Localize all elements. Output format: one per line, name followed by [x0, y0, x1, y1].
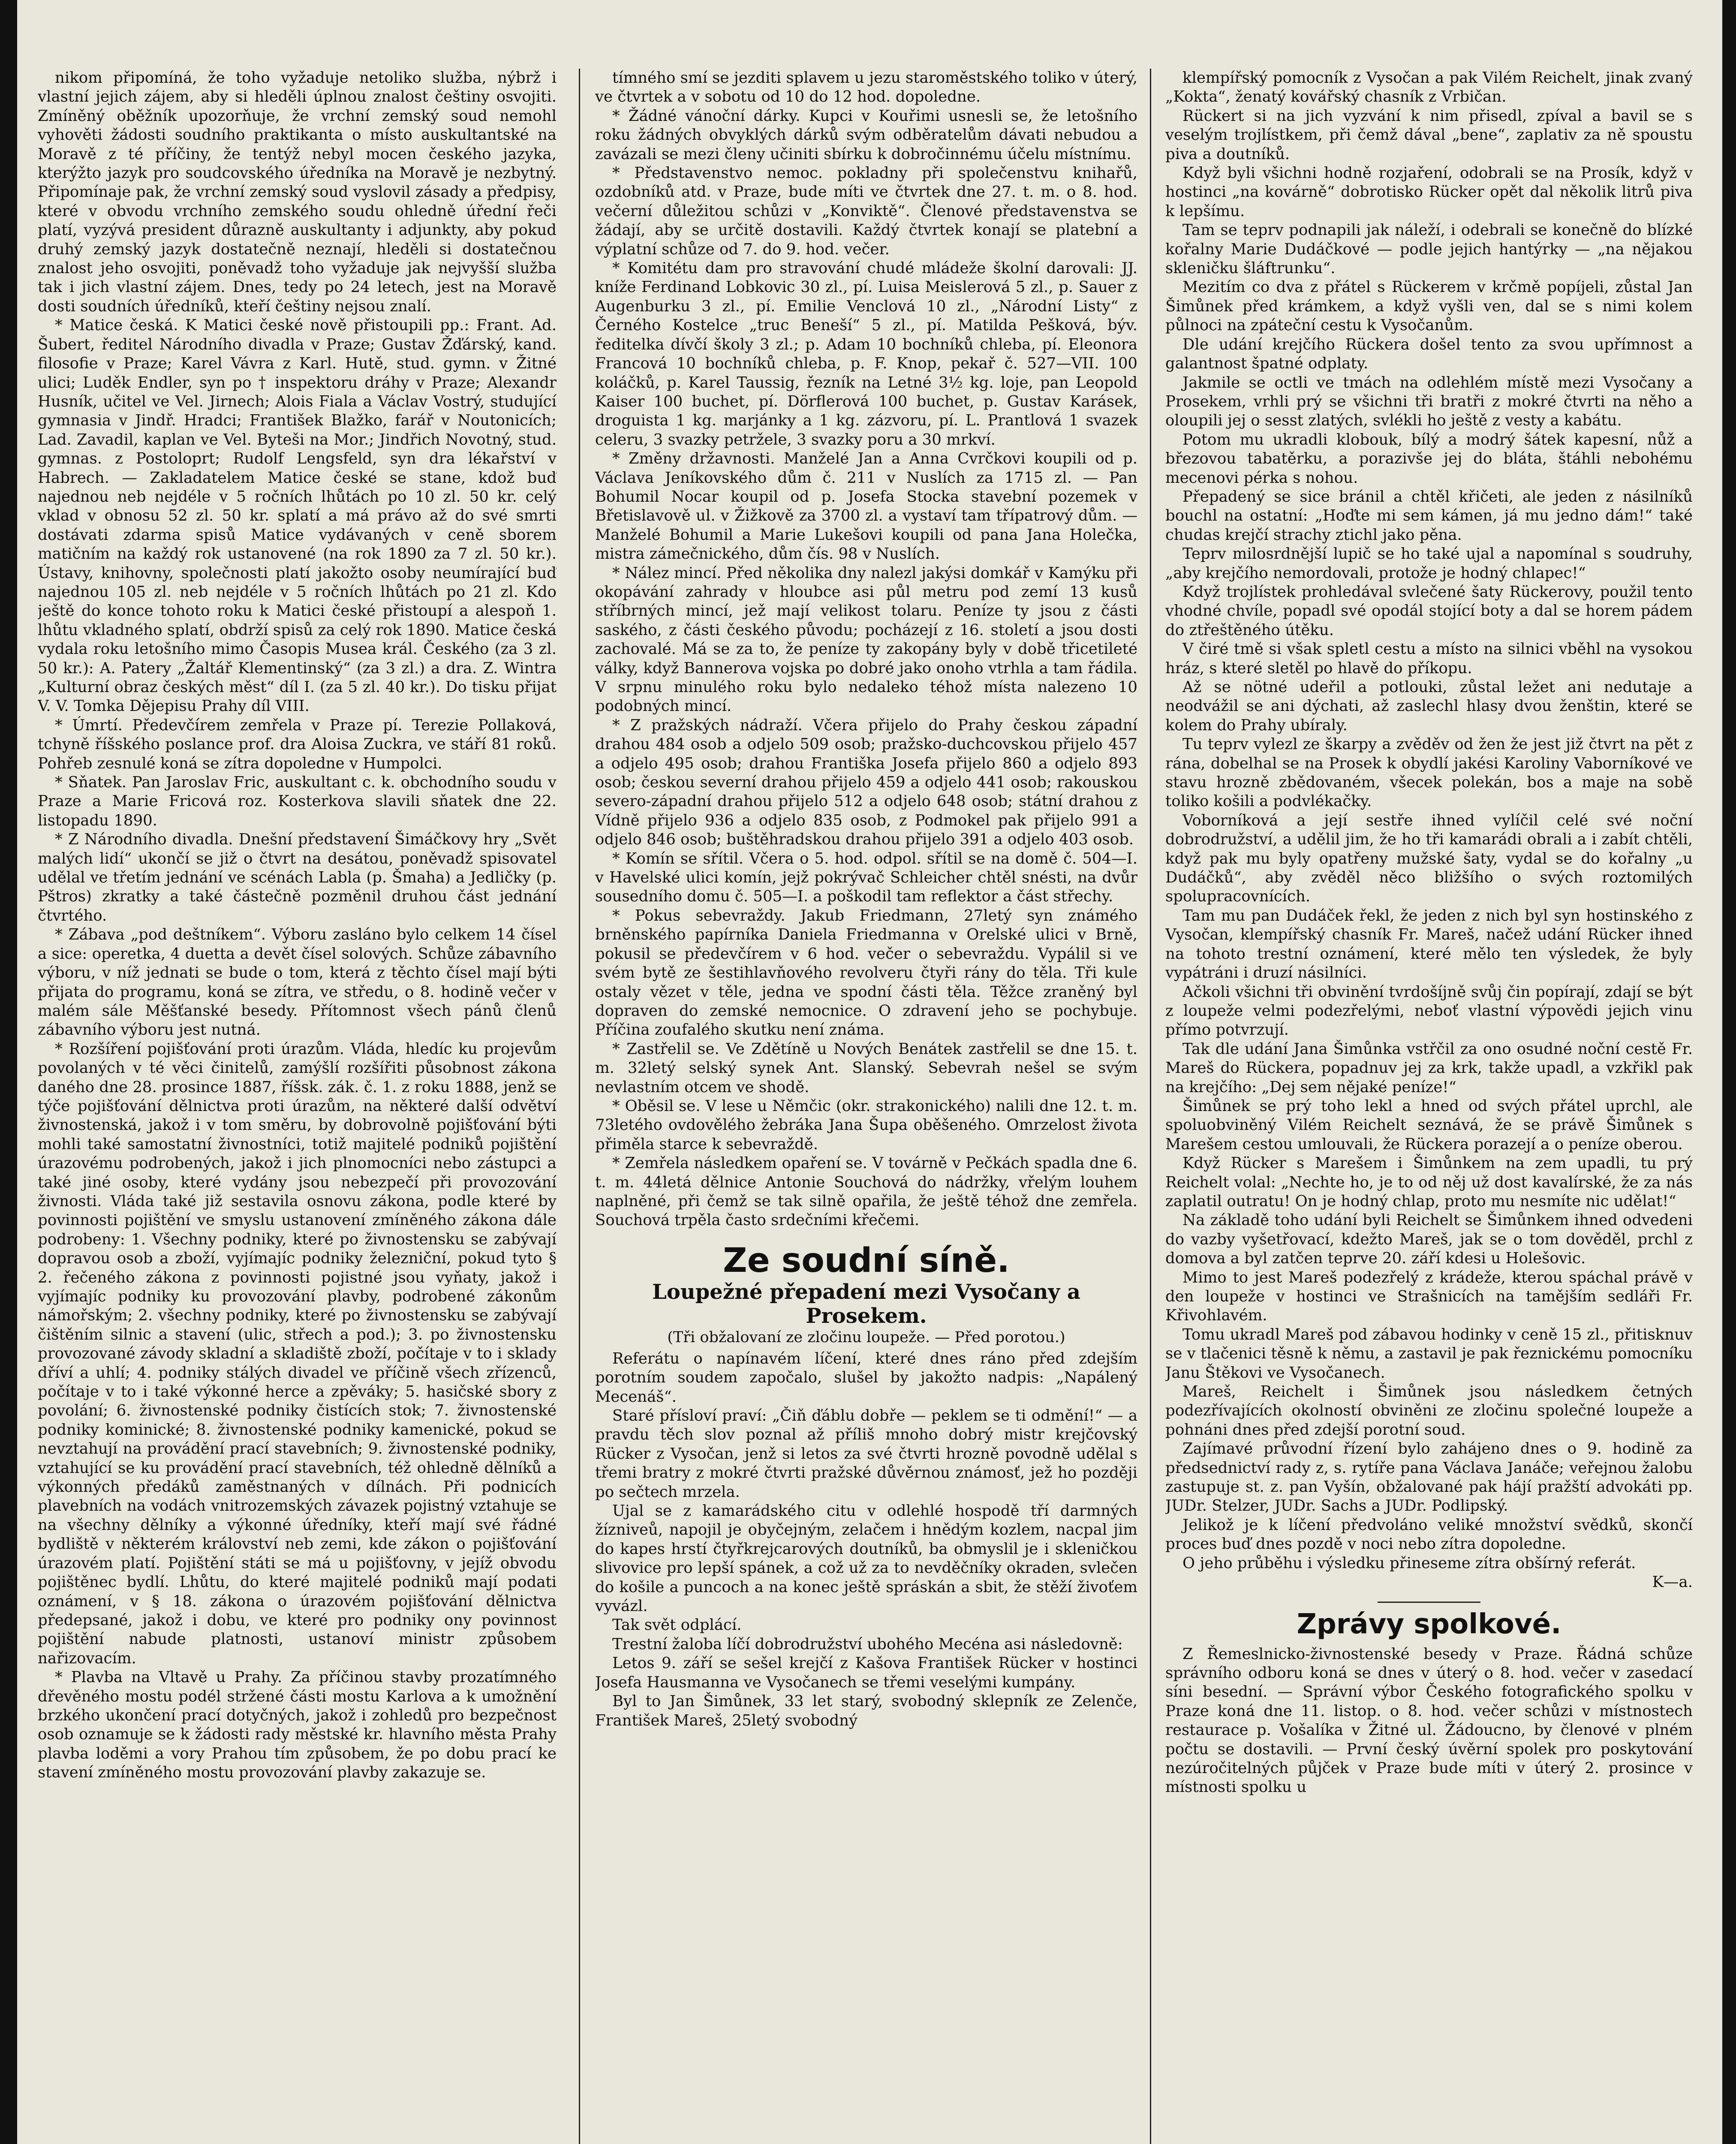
paragraph: Tam mu pan Dudáček řekl, že jeden z nich byl syn hostinského z Vysočan, klempířský chasník Fr. Mareš, načež udání Rücker ihned na tohoto trestní oznámení, které mělo ten výsledek, že byly vypátráni i druzí násilníci. — [1165, 906, 1693, 982]
paragraph: Voborníková a její sestře ihned vylíčil celé své noční dobrodružství, a udělil jim, že ho tři kamarádi obrali a i zabít chtěli, když pak mu byly opatřeny mužské šaty, vydal se do kořalny „u Dudáčků“, aby zvěděl něco bližšího o svých roztomilých spolupracovnících. — [1165, 811, 1693, 906]
paragraph: Staré přísloví praví: „Čiň ďáblu dobře — peklem se ti odmění!“ — a pravdu těch slov poznal až příliš mnoho dobrý mistr krejčovský Rücker z Vysočan, jenž si letos za své čtvrti hrozně povodně udělal s třemi bratry z mokré čtvrti pražské důvěrnou známosť, jež ho později po sečtech mrzela. — [595, 1407, 1137, 1501]
paragraph: * Rozšíření pojišťování proti úrazům. Vláda, hledíc ku projevům povolaných v té věci činitelů, zamýšlí rozšířiti působnost zákona daného dne 28. prosince 1887, říšsk. zák. č. 1. z roku 1888, jenž se týče pojišťování dělnictva proti úrazům, na některé další odvětví živnostenská, jakož i v tom směru, by dobrovolně pojišťování býti mohli také samostatní živnostníci, totiž majitelé podniků pojištění úrazovému podrobených, jakož i jich plnomocníci nebo zástupci a také jiné osoby, které vydány jsou nebezpečí při provozování živnosti. Vláda také již sestavila osnovu zákona, podle které by povinnosti pojištění ve smyslu ustanovení zmíněného zákona dále podrobeny: 1. Všechny podniky, které po živnostensku se zabývají dopravou osob a zboží, vyjímajíc podniky železniční, pokud tyto § 2. řečeného zákona z povinnosti pojistné jsou vyňaty, jakož i vyjímajíc podniky ku provozování plavby, podrobené zákonům námořským; 2. všechny podniky, které po živnostensku se zabývají čištěním silnic a stavení (ulic, střech a pod.); 3. po živnostensku provozované závody skladní a skladiště zboží, počítaje v to i sklady dříví a uhlí; 4. podniky stálých divadel ve příčině všech zřízenců, počítaje v to i také výkonné herce a zpěváky; 5. hasičské sbory z povolání; 6. živnostenské podniky čistících stok; 7. živnostenské podniky kominické; 8. živnostenské podniky kamenické, pokud se nevztahují na provádění prací stavebních; 9. živnostenské podniky, vztahující se ku provádění prací stavebních, též ohledně dělníků a výkonných předáků zaměstnaných v dílnách. Při podnicích plavebních na vodách vnitrozemských závazek pojistný vztahuje se na všechny dělníky a výkonné úředníky, kteří mají své řádné bydliště v některém království neb zemi, kde zákon o pojišťování úrazovém platí. Pojištění státi se má u pojišťovny, v jejíž obvodu pojištěnec bydlí. Lhůtu, do které majitelé podniků mají podati oznámení, v § 18. zákona o úrazovém pojišťování dělnictva předepsané, jakož i dobu, ve které pro podniky ony povinnost pojištění nabude platnosti, ustanoví ministr způsobem nařizovacím. — [38, 1040, 557, 1667]
paragraph: Mezitím co dva z přátel s Rückerem v krčmě popíjeli, zůstal Jan Šimůnek před krámkem, a když vyšli ven, dal se s nimi kolem půlnoci na zpáteční cestu k Vysočanům. — [1165, 278, 1693, 334]
paragraph: * Pokus sebevraždy. Jakub Friedmann, 27letý syn známého brněnského papírníka Daniela Friedmanna v Orelské ulici v Brně, pokusil se předevčírem v 6 hod. večer o sebevraždu. Vypálil si ve svém bytě ze šestihlavňového revolveru čtyři rány do těla. Tři kule ostaly vězet v těle, jedna ve spodní části těla. Těžce zraněný byl dopraven do zemské nemocnice. O zdravení jeho se pochybuje. Příčina zoufalého skutku není známa. — [595, 906, 1137, 1039]
paragraph: * Úmrtí. Předevčírem zemřela v Praze pí. Terezie Pollaková, tchyně říšského poslance prof. dra Aloisa Zuckra, ve stáří 81 roků. Pohřeb zesnulé koná se zítra dopoledne v Humpolci. — [38, 716, 557, 772]
paragraph: Když byli všichni hodně rozjaření, odobrali se na Prosík, když v hostinci „na kovárně“ dobrotisko Rücker opět dal několik litrů piva k lepšímu. — [1165, 164, 1693, 220]
paragraph: Z Řemeslnicko-živnostenské besedy v Praze. Řádná schůze správního odboru koná se dnes v úterý o 8. hod. večer v zasedací síni besední. — Správní výbor Českého fotografického spolku v Praze koná dne 11. listop. o 8. hod. večer schůzi v místnostech restaurace p. Vošalíka v Žitné ul. Žádoucno, by členové v plném počtu se dostavili. — První český úvěrní spolek pro poskytování nezúročitelných půjček v Praze bude míti v úterý 2. prosince v místnosti spolku u — [1165, 1645, 1693, 1796]
paragraph: Když Rücker s Marešem i Šimůnkem na zem upadli, tu prý Reichelt volal: „Nechte ho, je to od něj už dost kavalírské, že za nás zaplatil outratu! On je hodný chlap, proto mu nesmíte nic udělat!“ — [1165, 1154, 1693, 1210]
paragraph: * Oběsil se. V lese u Němčic (okr. strakonického) nalili dne 12. t. m. 73letého ovdovělého žebráka Jana Šupa oběšeného. Omrzelost života přiměla starce k sebevraždě. — [595, 1097, 1137, 1153]
paragraph: Zajímavé průvodní řízení bylo zahájeno dnes o 9. hodině za předsednictví rady z, s. rytíře pana Václava Janáče; veřejnou žalobu zastupuje st. z. pan Vyšín, obžalované pak hájí pražští advokáti pp. JUDr. Stelzer, JUDr. Sachs a JUDr. Podlipský. — [1165, 1440, 1693, 1515]
paragraph: * Zábava „pod deštníkem“. Výboru zasláno bylo celkem 14 čísel a sice: operetka, 4 duetta a devět čísel solových. Schůze zábavního výboru, v níž jednati se bude o tom, která z těchto čísel mají býti přijata do programu, koná se zítra, ve středu, o 8. hodině večer v malém sále Měšťanské besedy. Přítomnost všech pánů členů zábavního výboru jest nutná. — [38, 926, 557, 1039]
society-news-body — [1165, 1645, 1693, 1797]
court-section — [595, 1241, 1137, 1730]
court-section-title: Ze soudní síně. — [723, 1241, 1010, 1280]
scan-edge-left — [0, 0, 17, 2144]
paragraph: Letos 9. září se sešel krejčí z Kašova František Rücker v hostinci Josefa Hausmanna ve Vysočanech se třemi veselými kumpány. — [595, 1654, 1137, 1691]
paragraph: Mimo to jest Mareš podezřelý z krádeže, kterou spáchal právě v den loupeže v hostinci ve Strašnicích na tamějším sedláři Fr. Křivohlavém. — [1165, 1268, 1693, 1325]
column-rule — [579, 69, 580, 2144]
paragraph: * Zastřelil se. Ve Zdětíně u Nových Benátek zastřelil se dne 15. t. m. 32letý selský synek Ant. Slanský. Sebevrah nešel se svým nevlastním otcem ve shodě. — [595, 1040, 1137, 1096]
paragraph: Tak dle udání Jana Šimůnka vstřčil za ono osudné noční cestě Fr. Mareš do Rückera, popadnuv jej za krk, takže upadl, a vzkřikl pak na krejčího: „Dej sem nějaké peníze!“ — [1165, 1040, 1693, 1096]
newspaper-page — [38, 69, 1693, 2144]
paragraph: * Komín se sřítil. Včera o 5. hod. odpol. sřítil se na domě č. 504—I. v Havelské ulici komín, jejž pokrývač Schleicher chtěl snésti, na dvůr sousedního domu č. 505—I. a poškodil tam reflektor a část střechy. — [595, 849, 1137, 906]
paragraph: Rückert si na jich vyzvání k nim přisedl, zpíval a bavil se s veselým trojlístkem, při čemž dával „bene“, zaplativ za ně spoustu piva a doutníků. — [1165, 107, 1693, 163]
column-middle — [595, 69, 1137, 2144]
paragraph: Ačkoli všichni tři obvinění tvrdošíjně svůj čin popírají, zdají se být z loupeže velmi podezřelými, neboť vlastní výpovědi jejich vinu přímo potvrzují. — [1165, 983, 1693, 1039]
news-items — [595, 69, 1137, 1230]
paragraph: * Představenstvo nemoc. pokladny při společenstvu knihařů, ozdobníků atd. v Praze, bude míti ve čtvrtek dne 27. t. m. o 8. hod. večerní důležitou schůzi v „Konviktě“. Členové představenstva se žádají, aby se určitě dostavili. Každý čtvrtek konají se platební a výplatní schůze od 7. do 9. hod. večer. — [595, 164, 1137, 258]
paragraph: Dle udání krejčího Rückera došel tento za svou upřímnost a galantnost špatné odplaty. — [1165, 335, 1693, 373]
court-article-continuation — [1165, 69, 1693, 1573]
paragraph: Tu teprv vylezl ze škarpy a zvěděv od žen že jest již čtvrt na pět z rána, dobelhal se na Prosek k obydlí jakési Karoliny Vaborníkové ve stavu hrozně zbědovaném, všecek polekán, bos a maje na sobě toliko košili a podvlékačky. — [1165, 735, 1693, 810]
paragraph: Trestní žaloba líčí dobrodružství ubohého Mecéna asi následovně: — [612, 1635, 1123, 1653]
paragraph: Potom mu ukradli klobouk, bílý a modrý šátek kapesní, nůž a březovou tabatěrku, a porazivše jej do bláta, štáhli nebohému mecenovi pérka s nohou. — [1165, 431, 1693, 487]
paragraph: * Z pražských nádraží. Včera přijelo do Prahy českou západní drahou 484 osob a odjelo 509 osob; pražsko-duchcovskou přijelo 457 a odjelo 495 osob; drahou Františka Josefa přijelo 860 a odjelo 893 osob; českou severní drahou přijelo 459 a odjelo 441 osob; rakouskou severo-západní drahou přijelo 512 a odjelo 648 osob; státní drahou z Vídně přijelo 936 a odjelo 835 osob, z Podmokel pak přijelo 991 a odjelo 846 osob; buštěhradskou drahou přijelo 391 a odjelo 403 osob. — [595, 716, 1137, 849]
paragraph: Na základě toho udání byli Reichelt se Šimůnkem ihned odvedeni do vazby vyšetřovací, kdežto Mareš, jak se o tom dověděl, prchl z domova a byl zatčen teprve 20. září kdesi u Holešovic. — [1165, 1211, 1693, 1268]
column-right — [1165, 69, 1693, 2144]
paragraph: Když trojlístek prohledával svlečené šaty Rückerovy, použil tento vhodné chvíle, popadl své opodál stojící boty a dal se horem pádem do ztřeštěného útěku. — [1165, 583, 1693, 639]
paragraph: Jelikož je k líčení předvoláno veliké množství svědků, skončí proces buď dnes pozdě v noci nebo zítra dopoledne. — [1165, 1516, 1693, 1553]
paragraph: Teprv milosrdnější lupič se ho také ujal a napomínal s soudruhy, „aby krejčího nemordovali, protože je hodný chlapec!“ — [1165, 545, 1693, 582]
paragraph: * Plavba na Vltavě u Prahy. Za příčinou stavby prozatímného dřevěného mostu podél stržené části mostu Karlova a k umožnění brzkého ukončení prací dotyčných, jakož i zohledů pro bezpečnost osob oznamuje se k žádosti rady městské kr. hlavního města Prahy plavba loděmi a vory Prahou tím způsobem, že po dobu prací ke stavení zmíněného mostu provozování plavby zakazuje se. — [38, 1668, 557, 1782]
society-news-title: Zprávy spolkové. — [1297, 1608, 1561, 1640]
paragraph: * Sňatek. Pan Jaroslav Fric, auskultant c. k. obchodního soudu v Praze a Marie Fricová roz. Kosterkova slavili sňatek dne 22. listopadu 1890. — [38, 774, 557, 829]
paragraph: Tak svět odplácí. — [612, 1616, 742, 1634]
paragraph: O jeho průběhu i výsledku přineseme zítra obšírný referát. — [1182, 1554, 1636, 1572]
paragraph: nikom připomíná, že toho vyžaduje netoliko služba, nýbrž i vlastní jejich zájem, aby si hleděli úplnou znalost češtiny osvojiti. Zmíněný oběžník upozorňuje, že vrchní zemský soud nemohl vyhověti žádosti soudního praktikanta o místo auskultantské na Moravě z té příčiny, že tentýž nebyl mocen českého jazyka, kterýžto jazyk pro soudcovského úředníka na Moravě je nezbytný. Připomínaje pak, že vrchní zemský soud vyslovil zásady a předpisy, které v obvodu vrchního zemského soudu ohledně úřední řeči platí, vyzývá president důrazně auskultanty i adjunkty, aby pokud druhý zemský jazyk dostatečně neznají, hleděli si dostatečnou znalost jeho osvojiti, poněvadž toho vyžaduje jak nejvyšší služba tak i jich vlastní zájem. Dnes, tedy po 24 letech, jest na Moravě dosti soudních úředníků, kteří češtiny nejsou znalí. — [38, 69, 557, 315]
paragraph: Mareš, Reichelt i Šimůnek jsou následkem četných podezřívajících okolností obviněni ze zločinu společné loupeže a pohnáni dnes před zdejší porotní soud. — [1165, 1383, 1693, 1439]
paragraph: Referátu o napínavém líčení, které dnes ráno před zdejším porotním soudem započalo, slušel by jakožto nadpis: „Napálený Mecenáš“. — [595, 1349, 1137, 1406]
column-rule — [1150, 69, 1151, 2144]
paragraph: Byl to Jan Šimůnek, 33 let starý, svobodný sklepník ze Zelenče, František Mareš, 25letý svobodný — [595, 1692, 1137, 1729]
paragraph: * Komitétu dam pro stravování chudé mládeže školní darovali: JJ. kníže Ferdinand Lobkovic 30 zl., pí. Luisa Meislerová 5 zl., p. Sauer z Augenburku 3 zl., pí. Emilie Venclová 10 zl., „Národní Listy“ z Černého Kostelce „truc Beneší“ 5 zl., pí. Matilda Pešková, býv. ředitelka dívčí školy 3 zl.; p. Adam 10 bochníků chleba, pí. Eleonora Francová 10 bochníků chleba, p. F. Knop, pekař č. 527—VII. 100 koláčků, p. Karel Taussig, řezník na Letné 3½ kg. loje, pan Leopold Kaiser 100 buchet, pí. Dörflerová 100 buchet, p. Gustav Karásek, droguista 1 kg. marjánky a 1 kg. zázvoru, pí. L. Prantlová 1 svazek celeru, 3 svazky petržele, 3 svazky poru a 30 mrkví. — [595, 259, 1137, 449]
column-left — [38, 69, 557, 2144]
paragraph: * Nález mincí. Před několika dny nalezl jakýsi domkář v Kamýku při okopávání zahrady v hloubce asi půl metru pod zemí 13 kusů stříbrných mincí, jež mají velikost tolaru. Peníze ty jsou z části saského, z části českého původu; pocházejí z 16. století a jsou dosti zachovalé. Má se za to, že peníze ty zakopány byly v době třicetileté války, když Bannerova vojska po dobré jako onoho vtrhla a tam řádila. V srpnu minulého roku bylo nedaleko téhož místa nalezeno 10 podobných mincí. — [595, 564, 1137, 715]
court-article-body — [595, 1349, 1137, 1730]
paragraph: * Matice česká. K Matici české nově přistoupili pp.: Frant. Ad. Šubert, ředitel Národního divadla v Praze; Gustav Žďárský, kand. filosofie v Praze; Karel Vávra z Karl. Hutě, stud. gymn. v Žitné ulici; Luděk Endler, syn po † inspektoru dráhy v Praze; Alexandr Husník, učitel ve Vel. Jirnech; Alois Fiala a Václav Vostrý, studující gymnasia v Jindř. Hradci; František Blažko, farář v Noutonicích; Lad. Zavadil, kaplan ve Vel. Byteši na Mor.; Jindřich Novotný, stud. gymnas. z Postoloprt; Rudolf Lengsfeld, syn dra lékařství v Habrech. — Zakladatelem Matice české se stane, kdož buď najednou neb nejdéle v 5 ročních lhůtách po 10 zl. 50 kr. celý vklad v obnosu 52 zl. 50 kr. splatí a má právo až do své smrti dostávati zdarma spisů Matice vydávaných v ceně sborem matičním na každý rok ustanovené (na rok 1890 za 7 zl. 50 kr.). Ústavy, knihovny, společnosti platí jakožto osoby neumírající buď najednou 105 zl. neb nejdéle v 5 ročních lhůtách po 21 zl. Kdo ještě do konce tohoto roku k Matici české přistoupí a alespoň 1. lhůtu vkladného splatí, obdrží spisů za celý rok 1890. Matice česká vydala roku letošního mimo Časopis Musea král. Českého (za 3 zl. 50 kr.): A. Patery „Žaltář Klementinský“ (za 3 zl.) a dra. Z. Wintra „Kulturní obraz českých měst“ díl I. (za 5 zl. 40 kr.). Do tisku přijat V. V. Tomka Dějepisu Prahy díl VIII. — [38, 316, 557, 715]
paragraph: * Žádné vánoční dárky. Kupci v Kouřimi usnesli se, že letošního roku žádných obvyklých dárků svým odběratelům dávati nebudou a zavázali se mezi členy učiniti sbírku k dobročinnému účelu místnímu. — [595, 107, 1137, 163]
article-signature: K—a. — [1652, 1573, 1693, 1591]
court-article-headline: Loupežné přepadení mezi Vysočany a Prosekem. — [652, 1280, 1080, 1328]
paragraph: Jakmile se octli ve tmách na odlehlém místě mezi Vysočany a Prosekem, vrhli prý se všichni tři bratři z mokré čtvrti na něho a oloupili jej o sesst zlatých, svlékli ho ještě z vesty a kabátu. — [1165, 373, 1693, 430]
paragraph: * Zemřela následkem opaření se. V továrně v Pečkách spadla dne 6. t. m. 44letá dělnice Antonie Souchová do nádržky, vřelým louhem naplněné, při čemž se tak silně opařila, že ještě téhož dne zemřela. Souchová trpěla často srdečními křečemi. — [595, 1154, 1137, 1229]
paragraph: Šimůnek se prý toho lekl a hned od svých přátel uprchl, ale spoluobviněný Vilém Reichelt seznává, že se právě Šimůnek s Marešem cestou umlouvali, že Rückera porazejí a o peníze oberou. — [1165, 1097, 1693, 1153]
paragraph: Tam se teprv podnapili jak náleží, i odebrali se konečně do blízké kořalny Marie Dudáčkové — podle jejich hantýrky — „na nějakou skleničku šláftrunku“. — [1165, 221, 1693, 277]
paragraph: tímného smí se jezditi splavem u jezu staroměstského toliko v úterý, ve čtvrtek a v sobotu od 10 do 12 hod. dopoledne. — [595, 69, 1137, 106]
paragraph: * Změny državnosti. Manželé Jan a Anna Cvrčkovi koupili od p. Václava Jeníkovského dům č. 211 v Nuslích za 1715 zl. — Pan Bohumil Nocar koupil od p. Josefa Stocka stavební pozemek v Břetislavově ul. v Žižkově za 3700 zl. a vystaví tam třípatrový dům. — Manželé Bohumil a Marie Lukešovi koupili od pana Jana Holečka, mistra zámečnického, dům čís. 98 v Nuslích. — [595, 450, 1137, 563]
scan-edge-right — [1722, 0, 1736, 2144]
paragraph: Přepadený se sice bránil a chtěl křičeti, ale jeden z násilníků bouchl na ostatní: „Hoďte mi sem kámen, já mu jedno dám!“ také chudas krejčí strachy ztichl jako pěna. — [1165, 488, 1693, 544]
paragraph: Ujal se z kamarádského citu v odlehlé hospodě tří darmných žízniveů, napojil je obyčejným, zelačem i hnědým kozlem, nacpal jim do kapes hrstí čtyřkrejcarových doutníků, ba obmyslil je i skleničkou slivovice pro lepší spánek, a což už za to nevděčníky okraden, svlečen do košile a puncoch a na konec ještě spráskán a sbit, že stěží živoťem vyvázl. — [595, 1502, 1137, 1615]
paragraph: * Z Národního divadla. Dnešní představení Šimáčkovy hry „Svět malých lidí“ ukončí se již o čtvrt na desátou, poněvadž spisovatel udělal ve třetím jednání ve scénách Labla (p. Šmaha) a Jedličky (p. Pštros) zkratky a také částečně pozměnil druhou část jednání čtvrtého. — [38, 831, 557, 924]
paragraph: Až se nötné udeřil a potlouki, zůstal ležet ani nedutaje a neodvážil se ani dýchati, až zaslechl hlasy dvou ženštin, které se kolem do Prahy ubíraly. — [1165, 678, 1693, 734]
court-article-note: (Tři obžalovaní ze zločinu loupeže. — Před porotou.) — [667, 1328, 1065, 1346]
section-separator — [1378, 1602, 1480, 1603]
paragraph: V čiré tmě si však spletl cestu a místo na silnici vběhl na vysokou hráz, s které sletěl po hlavě do příkopu. — [1165, 640, 1693, 677]
paragraph: Tomu ukradl Mareš pod zábavou hodinky v ceně 15 zl., přitisknuv se v tlačenici těsně k němu, a zastavil je pak řeznickému pomocníku Janu Štěkovi ve Vysočanech. — [1165, 1325, 1693, 1382]
paragraph: klempířský pomocník z Vysočan a pak Vilém Reichelt, jinak zvaný „Kokta“, ženatý kovářský chasník z Vrbičan. — [1165, 69, 1693, 106]
